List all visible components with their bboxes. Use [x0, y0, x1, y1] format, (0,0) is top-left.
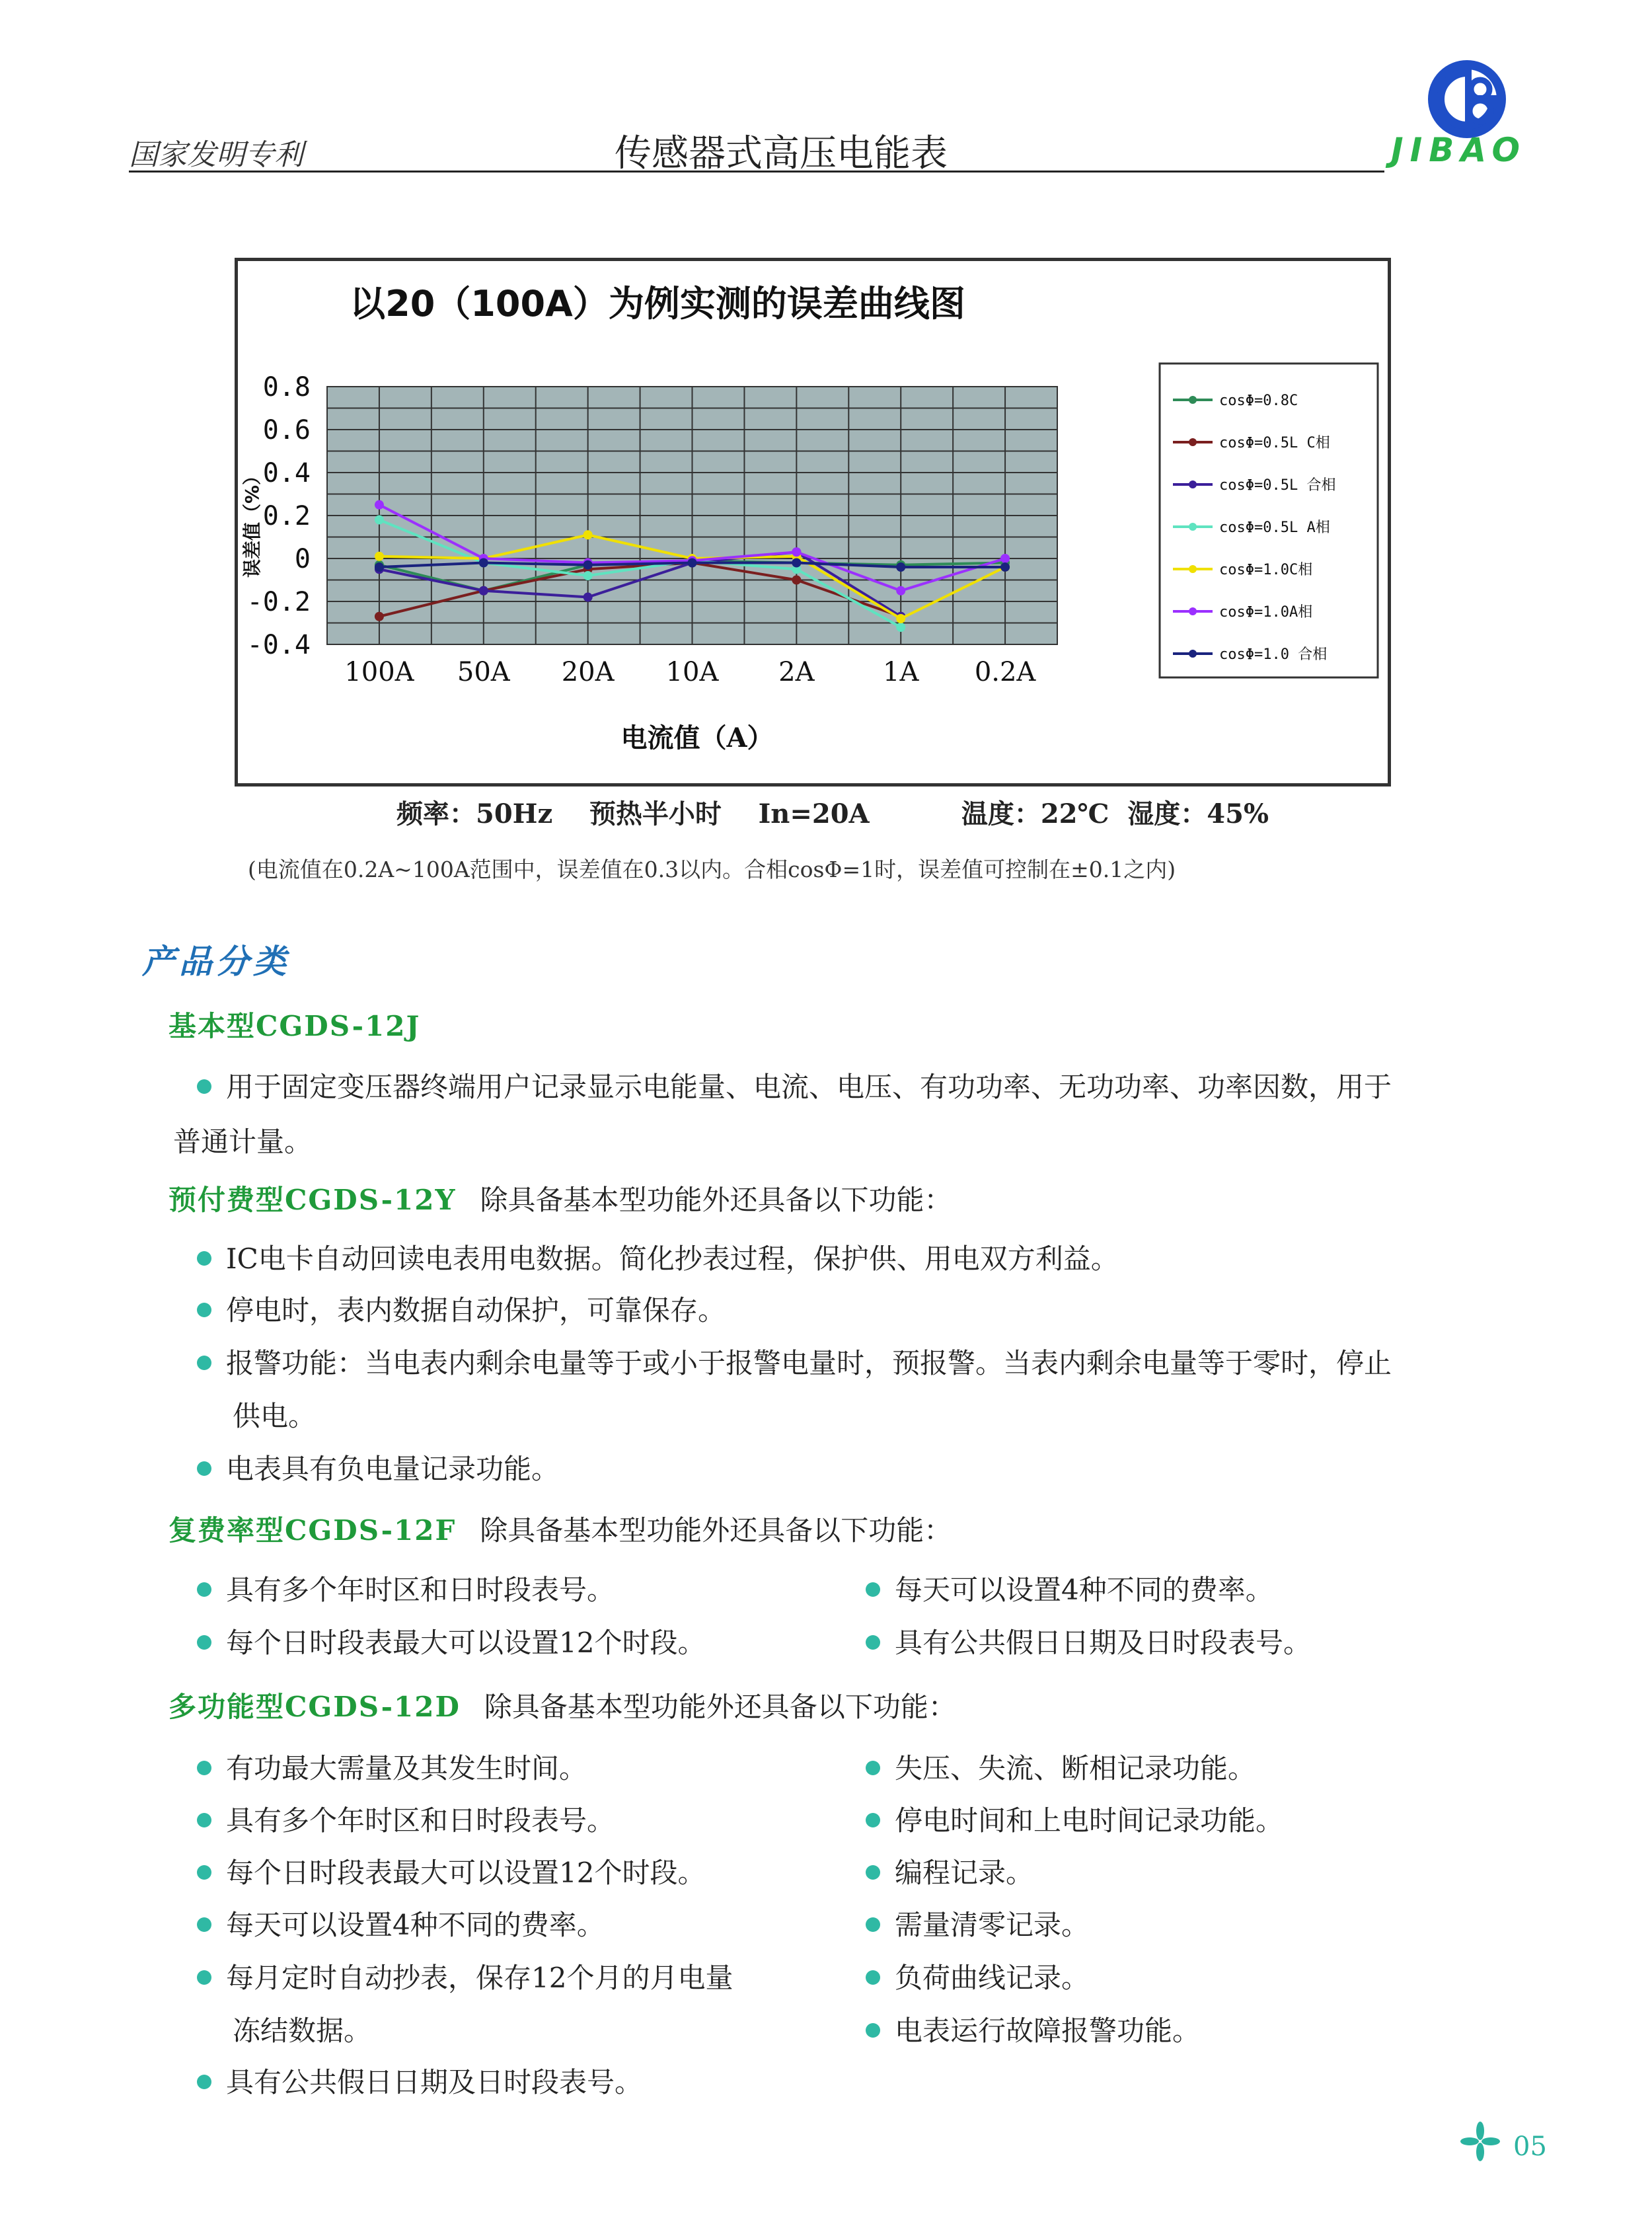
series-point: [1000, 554, 1010, 563]
bullet-icon: [866, 2023, 880, 2038]
legend-marker: [1189, 607, 1197, 615]
series-point: [375, 516, 384, 525]
legend-marker: [1189, 650, 1197, 658]
error-curve-chart: [235, 258, 1391, 787]
chart-conditions: 频率：50Hz 预热半小时 In=20A 温度：22℃ 湿度：45%: [396, 798, 1269, 829]
series-point: [375, 500, 384, 510]
series-point: [688, 558, 697, 568]
y-tick-label: 0.4: [262, 458, 311, 488]
flower-icon: [1460, 2122, 1500, 2161]
series-point: [583, 593, 593, 602]
bullet-icon: [197, 1582, 211, 1597]
page-number: 05: [1513, 2131, 1547, 2162]
series-point: [792, 576, 801, 585]
y-tick-label: 0.2: [262, 501, 311, 531]
y-tick-label: -0.2: [246, 587, 311, 617]
chart-caption: (电流值在0.2A~100A范围中，误差值在0.3以内。合相cosΦ=1时，误差值可控制在±0.1之内): [248, 857, 1176, 882]
series-point: [479, 558, 488, 568]
legend-marker: [1189, 565, 1197, 573]
bullet-icon: [866, 1813, 880, 1827]
list-item: 需量清零记录。: [866, 1903, 1089, 1943]
legend-marker: [1189, 480, 1197, 488]
bullet-icon: [197, 1079, 211, 1094]
y-tick-label: 0.8: [262, 372, 311, 403]
x-tick-label: 100A: [344, 657, 414, 687]
list-item: 每个日时段表最大可以设置12个时段。: [197, 1851, 705, 1891]
list-item: 失压、失流、断相记录功能。: [866, 1747, 1256, 1786]
bullet-icon: [866, 1582, 880, 1597]
series-point: [583, 560, 593, 570]
x-axis-label: 电流值（A）: [620, 722, 774, 753]
x-tick-label: 0.2A: [974, 657, 1036, 687]
x-axis-ticks: [344, 657, 1036, 687]
list-item: 具有公共假日日期及日时段表号。: [866, 1621, 1311, 1661]
bullet-icon: [866, 1970, 880, 1985]
series-point: [792, 558, 801, 568]
list-item-continued: 普通计量。: [173, 1126, 313, 1158]
series-point: [583, 530, 593, 539]
series-point: [896, 614, 905, 623]
list-item: 报警功能：当电表内剩余电量等于或小于报警电量时，预报警。当表内剩余电量等于零时，停止: [197, 1342, 1392, 1381]
y-tick-label: 0.6: [262, 415, 311, 445]
bullet-icon: [197, 1303, 211, 1317]
list-item: 具有公共假日日期及日时段表号。: [197, 2061, 642, 2100]
bullet-icon: [197, 1251, 211, 1266]
list-item: 停电时，表内数据自动保护，可靠保存。: [197, 1289, 726, 1328]
list-item: IC电卡自动回读电表用电数据。简化抄表过程，保护供、用电双方利益。: [197, 1237, 1119, 1277]
legend-label: cosΦ=0.8C: [1219, 393, 1298, 409]
legend-marker: [1189, 523, 1197, 531]
list-item: 每天可以设置4种不同的费率。: [866, 1568, 1273, 1608]
category-multirate-desc: 除具备基本型功能外还具备以下功能：: [480, 1514, 952, 1547]
x-tick-label: 10A: [665, 657, 719, 687]
list-item: 用于固定变压器终端用户记录显示电能量、电流、电压、有功功率、无功功率、功率因数，用于: [197, 1065, 1392, 1105]
list-item: 停电时间和上电时间记录功能。: [866, 1799, 1283, 1839]
chart-title: 以20（100A）为例实测的误差曲线图: [350, 283, 965, 325]
series-point: [1000, 562, 1010, 572]
category-prepaid-desc: 除具备基本型功能外还具备以下功能：: [480, 1184, 952, 1216]
bullet-icon: [197, 1761, 211, 1775]
legend-label: cosΦ=0.5L C相: [1219, 435, 1330, 451]
y-tick-label: 0: [294, 544, 311, 574]
legend-label: cosΦ=0.5L 合相: [1219, 477, 1336, 494]
bullet-icon: [197, 1461, 211, 1476]
category-multifunc-desc: 除具备基本型功能外还具备以下功能：: [484, 1691, 956, 1723]
legend-label: cosΦ=1.0A相: [1219, 604, 1313, 621]
bullet-icon: [197, 1356, 211, 1370]
list-item: 每个日时段表最大可以设置12个时段。: [197, 1621, 705, 1661]
bullet-icon: [866, 1865, 880, 1880]
page-title: 传感器式高压电能表: [615, 132, 948, 175]
x-tick-label: 2A: [778, 657, 815, 687]
y-axis-label: 误差值（%）: [241, 466, 263, 578]
bullet-icon: [197, 2075, 211, 2089]
list-item: 每月定时自动抄表，保存12个月的月电量: [197, 1956, 733, 1996]
bullet-icon: [866, 1761, 880, 1775]
bullet-icon: [197, 1865, 211, 1880]
list-item: 每天可以设置4种不同的费率。: [197, 1903, 605, 1943]
legend-label: cosΦ=1.0 合相: [1219, 646, 1328, 663]
category-multifunc-title: 多功能型CGDS-12D: [169, 1691, 461, 1723]
x-tick-label: 20A: [561, 657, 615, 687]
legend-label: cosΦ=0.5L A相: [1219, 519, 1330, 536]
x-tick-label: 1A: [883, 657, 919, 687]
list-item-continued: 供电。: [233, 1400, 317, 1432]
list-item: 有功最大需量及其发生时间。: [197, 1747, 587, 1786]
legend-label: cosΦ=1.0C相: [1219, 562, 1313, 578]
series-point: [479, 586, 488, 595]
bullet-icon: [197, 1635, 211, 1650]
list-item: 具有多个年时区和日时段表号。: [197, 1568, 615, 1608]
logo-text: JIBAO: [1391, 131, 1526, 169]
category-multirate-header: [169, 1509, 952, 1549]
series-point: [583, 571, 593, 580]
category-prepaid-title: 预付费型CGDS-12Y: [169, 1184, 457, 1216]
series-point: [896, 623, 905, 632]
list-item: 编程记录。: [866, 1851, 1033, 1891]
category-multifunc-header: [169, 1685, 956, 1725]
category-basic-title: 基本型CGDS-12J: [169, 1010, 421, 1042]
bullet-icon: [197, 1813, 211, 1827]
list-item: 负荷曲线记录。: [866, 1956, 1089, 1996]
list-item: 电表运行故障报警功能。: [866, 2009, 1200, 2049]
series-point: [375, 552, 384, 561]
series-point: [375, 562, 384, 572]
y-tick-label: -0.4: [246, 630, 311, 660]
x-tick-label: 50A: [457, 657, 510, 687]
list-item: 电表具有负电量记录功能。: [197, 1447, 559, 1487]
legend-marker: [1189, 396, 1197, 404]
bullet-icon: [866, 1635, 880, 1650]
category-prepaid-header: [169, 1178, 952, 1218]
bullet-icon: [197, 1917, 211, 1932]
bullet-icon: [866, 1917, 880, 1932]
category-multirate-title: 复费率型CGDS-12F: [169, 1514, 457, 1547]
section-title: 产品分类: [142, 942, 290, 981]
series-point: [792, 547, 801, 556]
series-point: [375, 612, 384, 621]
list-item-continued: 冻结数据。: [233, 2015, 372, 2047]
bullet-icon: [197, 1970, 211, 1985]
series-point: [896, 586, 905, 595]
list-item: 具有多个年时区和日时段表号。: [197, 1799, 615, 1839]
header-divider: [129, 171, 1384, 173]
header-left-text: 国家发明专利: [129, 138, 303, 172]
legend-marker: [1189, 438, 1197, 446]
series-point: [896, 562, 905, 572]
